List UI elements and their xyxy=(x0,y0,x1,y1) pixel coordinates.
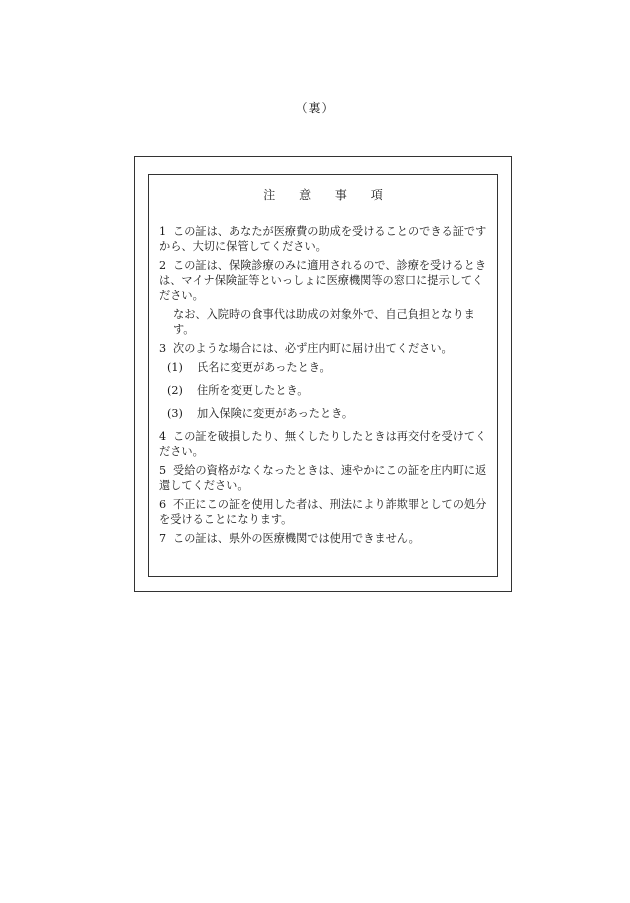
notice-subitem-3 xyxy=(154,406,494,421)
item-text: 受給の資格がなくなったときは、速やかにこの証を庄内町に返還してください。 xyxy=(159,464,487,492)
notice-item-4 xyxy=(154,429,494,459)
notice-item-1 xyxy=(154,224,494,254)
notice-subitem-1 xyxy=(154,360,494,375)
notice-title xyxy=(148,186,498,203)
note-text: なお、入院時の食事代は助成の対象外で、自己負担となります。 xyxy=(173,308,475,336)
subitem-number: (3) xyxy=(167,407,183,420)
subitem-text: 住所を変更したとき。 xyxy=(197,384,309,397)
notice-item-6 xyxy=(154,497,494,527)
title-char: 意 xyxy=(299,188,312,202)
item-number: 3 xyxy=(159,342,167,355)
notice-item-5 xyxy=(154,463,494,493)
notice-list xyxy=(154,224,494,550)
item-number: 4 xyxy=(159,430,167,443)
notice-item-7 xyxy=(154,531,494,546)
item-number: 6 xyxy=(159,498,167,511)
title-char: 事 xyxy=(334,188,347,202)
item-text: 次のような場合には、必ず庄内町に届け出てください。 xyxy=(173,342,453,355)
item-number: 5 xyxy=(159,464,167,477)
item-text: この証は、保険診療のみに適用されるので、診療を受けるときは、マイナ保険証等といっしょに医療機関等の窓口に提示してください。 xyxy=(159,259,487,302)
notice-subitem-2 xyxy=(154,383,494,398)
item-text: この証は、県外の医療機関では使用できません。 xyxy=(173,532,420,545)
item-number: 7 xyxy=(159,532,167,545)
item-text: この証を破損したり、無くしたりしたときは再交付を受けてください。 xyxy=(159,430,487,458)
title-char: 注 xyxy=(263,188,276,202)
item-text: 不正にこの証を使用した者は、刑法により詐欺罪としての処分を受けることになります。 xyxy=(159,498,487,526)
subitem-number: (2) xyxy=(167,384,183,397)
item-number: 1 xyxy=(159,225,167,238)
notice-item-2 xyxy=(154,258,494,303)
subitem-text: 氏名に変更があったとき。 xyxy=(197,361,331,374)
notice-item-3 xyxy=(154,341,494,356)
title-char: 項 xyxy=(370,188,383,202)
item-text: この証は、あなたが医療費の助成を受けることのできる証ですから、大切に保管してください。 xyxy=(159,225,487,253)
back-side-label: （裏） xyxy=(295,101,335,115)
notice-note xyxy=(154,307,494,337)
item-number: 2 xyxy=(159,259,167,272)
subitem-text: 加入保険に変更があったとき。 xyxy=(197,407,354,420)
subitem-number: (1) xyxy=(167,361,183,374)
